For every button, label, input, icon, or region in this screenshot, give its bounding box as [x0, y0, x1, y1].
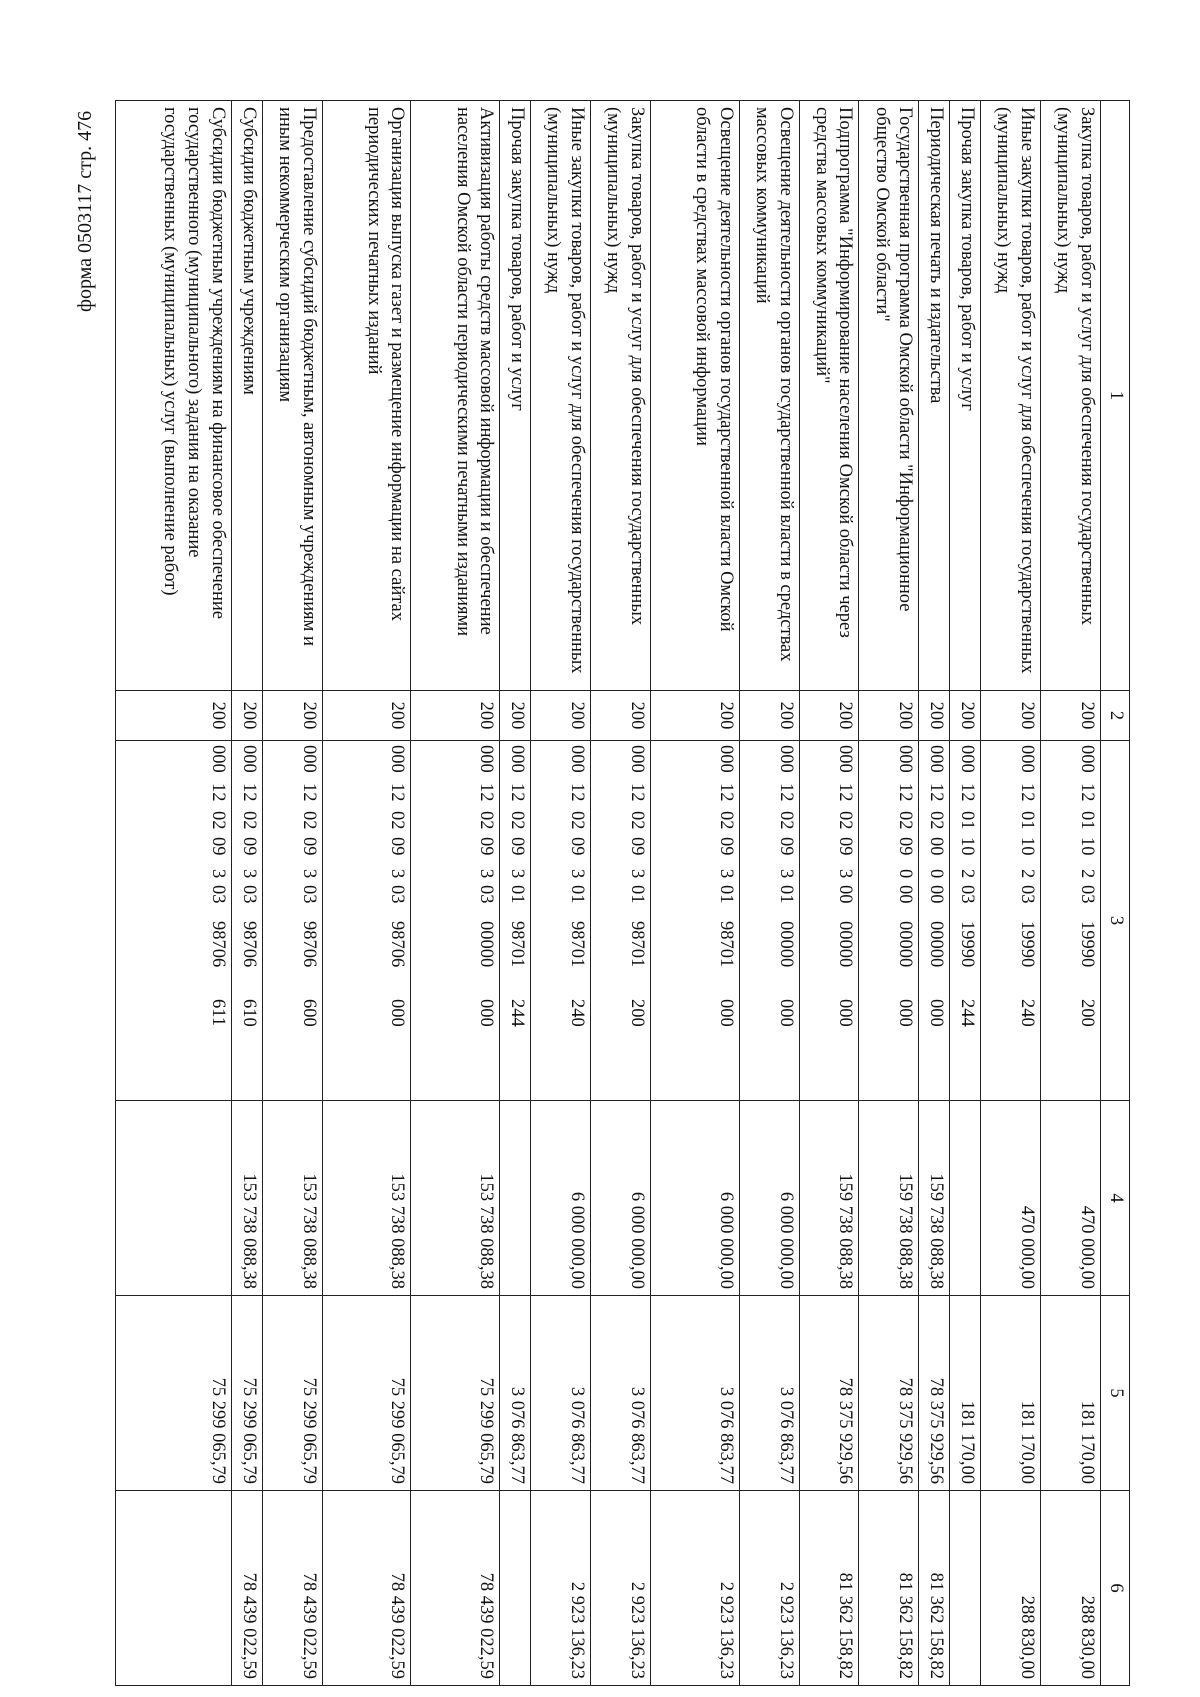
code-segment: 611: [207, 999, 228, 1027]
row-approved-cell: 6 000 000,00: [531, 1101, 591, 1296]
code-segment: 03: [476, 885, 497, 904]
form-page-label: [52, 22, 112, 312]
column-header: 6: [1101, 1491, 1130, 1686]
row-name-cell: Организация выпуска газет и размещение информации на сайтах периодических печатных изданий: [322, 101, 411, 691]
row-executed-cell: 181 170,00: [1041, 1296, 1101, 1491]
code-segment: 10: [957, 837, 978, 856]
code-segment: 00: [895, 885, 916, 904]
code-segment: 02: [835, 811, 856, 830]
code-segment: 3: [626, 869, 647, 879]
code-segment: 2: [1017, 869, 1038, 879]
code-segment: 03: [1017, 885, 1038, 904]
row-unexecuted-cell: 78 439 022,59: [231, 1491, 262, 1686]
row-name-cell: Субсидии бюджетным учреждениям: [231, 101, 262, 691]
row-classification-code-cell: [231, 741, 262, 1101]
code-segment: 09: [715, 837, 736, 856]
row-executed-cell: 75 299 065,79: [231, 1296, 262, 1491]
code-segment: 03: [298, 885, 319, 904]
row-approved-cell: [116, 1101, 232, 1296]
code-segment: 09: [207, 837, 228, 856]
row-name-cell: Освещение деятельности органов государственной власти в средствах массовых коммуникаций: [739, 101, 799, 691]
row-name-cell: Активизация работы средств массовой информации и обеспечение населения Омской области периодическими печатными изданиями: [411, 101, 500, 691]
code-segment: 000: [835, 999, 856, 1027]
row-executed-cell: 3 076 863,77: [739, 1296, 799, 1491]
row-classification-code-cell: [262, 741, 322, 1101]
code-segment: 600: [298, 999, 319, 1027]
code-segment: 02: [298, 811, 319, 830]
code-segment: 000: [298, 745, 319, 773]
code-segment: 3: [775, 869, 796, 879]
row-line-code-cell: 200: [500, 691, 531, 741]
form-page-label-text: форма 0503117 стр. 476: [74, 110, 96, 312]
column-header: 4: [1101, 1101, 1130, 1296]
code-segment: 09: [895, 837, 916, 856]
code-segment: 12: [207, 783, 228, 802]
code-segment: 03: [387, 885, 408, 904]
code-segment: 12: [567, 783, 588, 802]
code-segment: 02: [775, 811, 796, 830]
row-classification-code-cell: [981, 741, 1041, 1101]
code-segment: 09: [476, 837, 497, 856]
code-segment: 000: [895, 999, 916, 1027]
row-line-code-cell: 200: [919, 691, 950, 741]
code-segment: 02: [715, 811, 736, 830]
row-executed-cell: 78 375 929,56: [799, 1296, 859, 1491]
code-segment: 12: [507, 783, 528, 802]
row-line-code-cell: 200: [1041, 691, 1101, 741]
code-segment: 09: [298, 837, 319, 856]
row-unexecuted-cell: 2 923 136,23: [591, 1491, 651, 1686]
code-segment: 09: [567, 837, 588, 856]
code-segment: 000: [835, 745, 856, 773]
table-row: [531, 101, 591, 1686]
row-approved-cell: 153 738 088,38: [231, 1101, 262, 1296]
code-segment: 12: [298, 783, 319, 802]
code-segment: 09: [387, 837, 408, 856]
code-segment: 00000: [835, 921, 856, 968]
row-unexecuted-cell: 288 830,00: [981, 1491, 1041, 1686]
code-segment: 03: [238, 885, 259, 904]
code-segment: 01: [1077, 811, 1097, 830]
code-segment: 12: [238, 783, 259, 802]
row-approved-cell: 153 738 088,38: [262, 1101, 322, 1296]
code-segment: 12: [387, 783, 408, 802]
row-name-cell: Иные закупки товаров, работ и услуг для обеспечения государственных (муниципальных) нужд: [981, 101, 1041, 691]
code-segment: 3: [298, 869, 319, 879]
code-segment: 000: [626, 745, 647, 773]
row-unexecuted-cell: 2 923 136,23: [739, 1491, 799, 1686]
code-segment: 10: [1077, 837, 1097, 856]
code-segment: 02: [207, 811, 228, 830]
row-line-code-cell: 200: [411, 691, 500, 741]
code-segment: 01: [567, 885, 588, 904]
code-segment: 244: [957, 999, 978, 1027]
row-classification-code-cell: [1041, 741, 1101, 1101]
row-classification-code-cell: [799, 741, 859, 1101]
code-segment: 01: [775, 885, 796, 904]
code-segment: 03: [207, 885, 228, 904]
code-segment: 000: [507, 745, 528, 773]
table-row: [799, 101, 859, 1686]
row-classification-code-cell: [859, 741, 919, 1101]
code-segment: 2: [957, 869, 978, 879]
code-segment: 200: [1077, 999, 1097, 1027]
row-classification-code-cell: [591, 741, 651, 1101]
row-approved-cell: 6 000 000,00: [739, 1101, 799, 1296]
table-row: [262, 101, 322, 1686]
code-segment: 19990: [1077, 921, 1097, 968]
code-segment: 000: [387, 745, 408, 773]
row-unexecuted-cell: 78 439 022,59: [322, 1491, 411, 1686]
row-classification-code-cell: [650, 741, 739, 1101]
code-segment: 12: [895, 783, 916, 802]
code-segment: 12: [1077, 783, 1097, 802]
code-segment: 000: [1017, 745, 1038, 773]
code-segment: 000: [207, 745, 228, 773]
table-row: [1041, 101, 1101, 1686]
code-segment: 000: [957, 745, 978, 773]
row-name-cell: Освещение деятельности органов государственной власти Омской области в средствах массовой информации: [650, 101, 739, 691]
code-segment: 09: [507, 837, 528, 856]
table-row: [981, 101, 1041, 1686]
row-unexecuted-cell: 78 439 022,59: [411, 1491, 500, 1686]
code-segment: 98706: [387, 921, 408, 968]
code-segment: 240: [1017, 999, 1038, 1027]
code-segment: 000: [476, 745, 497, 773]
column-header: 3: [1101, 741, 1130, 1101]
code-segment: 12: [715, 783, 736, 802]
table-header-row: [1101, 101, 1130, 1686]
row-classification-code-cell: [919, 741, 950, 1101]
code-segment: 0: [895, 869, 916, 879]
table-row: [950, 101, 981, 1686]
code-segment: 000: [476, 999, 497, 1027]
row-line-code-cell: 200: [950, 691, 981, 741]
code-segment: 02: [895, 811, 916, 830]
row-approved-cell: 153 738 088,38: [411, 1101, 500, 1296]
row-name-cell: Прочая закупка товаров, работ и услуг: [500, 101, 531, 691]
code-segment: 98706: [207, 921, 228, 968]
code-segment: 01: [626, 885, 647, 904]
code-segment: 000: [895, 745, 916, 773]
row-executed-cell: 3 076 863,77: [500, 1296, 531, 1491]
row-approved-cell: 153 738 088,38: [322, 1101, 411, 1296]
code-segment: 03: [957, 885, 978, 904]
row-executed-cell: 75 299 065,79: [322, 1296, 411, 1491]
code-segment: 98706: [298, 921, 319, 968]
code-segment: 19990: [1017, 921, 1038, 968]
code-segment: 000: [715, 999, 736, 1027]
code-segment: 02: [926, 811, 947, 830]
code-segment: 09: [626, 837, 647, 856]
code-segment: 12: [957, 783, 978, 802]
code-segment: 00000: [926, 921, 947, 968]
row-unexecuted-cell: 2 923 136,23: [650, 1491, 739, 1686]
code-segment: 03: [1077, 885, 1097, 904]
column-header: 5: [1101, 1296, 1130, 1491]
code-segment: 2: [1077, 869, 1097, 879]
row-executed-cell: 181 170,00: [950, 1296, 981, 1491]
table-row: [591, 101, 651, 1686]
report-table-container: [115, 100, 1130, 1685]
report-table: [115, 100, 1130, 1686]
column-header: 2: [1101, 691, 1130, 741]
code-segment: 09: [835, 837, 856, 856]
table-row: [322, 101, 411, 1686]
row-unexecuted-cell: 81 362 158,82: [799, 1491, 859, 1686]
code-segment: 000: [238, 745, 259, 773]
code-segment: 000: [1077, 745, 1097, 773]
row-unexecuted-cell: 81 362 158,82: [919, 1491, 950, 1686]
row-name-cell: Закупка товаров, работ и услуг для обеспечения государственных (муниципальных) нужд: [1041, 101, 1101, 691]
row-classification-code-cell: [739, 741, 799, 1101]
code-segment: 000: [387, 999, 408, 1027]
row-unexecuted-cell: 81 362 158,82: [859, 1491, 919, 1686]
code-segment: 98701: [715, 921, 736, 968]
code-segment: 3: [238, 869, 259, 879]
code-segment: 02: [626, 811, 647, 830]
row-unexecuted-cell: [950, 1491, 981, 1686]
code-segment: 98701: [567, 921, 588, 968]
row-line-code-cell: 200: [650, 691, 739, 741]
table-row: [231, 101, 262, 1686]
row-name-cell: Иные закупки товаров, работ и услуг для обеспечения государственных (муниципальных) нужд: [531, 101, 591, 691]
code-segment: 98701: [507, 921, 528, 968]
row-classification-code-cell: [950, 741, 981, 1101]
code-segment: 00: [835, 885, 856, 904]
row-approved-cell: 470 000,00: [1041, 1101, 1101, 1296]
row-unexecuted-cell: 78 439 022,59: [262, 1491, 322, 1686]
code-segment: 00: [926, 837, 947, 856]
table-body: [116, 101, 1101, 1686]
row-executed-cell: 75 299 065,79: [411, 1296, 500, 1491]
code-segment: 00000: [895, 921, 916, 968]
code-segment: 12: [835, 783, 856, 802]
row-approved-cell: 159 738 088,38: [919, 1101, 950, 1296]
row-line-code-cell: 200: [322, 691, 411, 741]
row-name-cell: Подпрограмма "Информирование населения Омской области через средства массовых коммуникаций": [799, 101, 859, 691]
row-line-code-cell: 200: [591, 691, 651, 741]
row-classification-code-cell: [322, 741, 411, 1101]
row-line-code-cell: 200: [859, 691, 919, 741]
row-name-cell: Государственная программа Омской области "Информационное общество Омской области": [859, 101, 919, 691]
code-segment: 000: [715, 745, 736, 773]
row-name-cell: Субсидии бюджетным учреждениям на финансовое обеспечение государственного (муниципального) задания на оказание государственных (муниципальных) услуг (выполнение работ): [116, 101, 232, 691]
code-segment: 00000: [476, 921, 497, 968]
table-row: [411, 101, 500, 1686]
code-segment: 000: [775, 999, 796, 1027]
row-name-cell: Прочая закупка товаров, работ и услуг: [950, 101, 981, 691]
row-line-code-cell: 200: [981, 691, 1041, 741]
row-line-code-cell: 200: [231, 691, 262, 741]
row-name-cell: Предоставление субсидий бюджетным, автономным учреждениям и иным некоммерческим организациям: [262, 101, 322, 691]
table-row: [739, 101, 799, 1686]
row-executed-cell: 181 170,00: [981, 1296, 1041, 1491]
row-line-code-cell: 200: [799, 691, 859, 741]
code-segment: 02: [507, 811, 528, 830]
row-approved-cell: [500, 1101, 531, 1296]
code-segment: 12: [775, 783, 796, 802]
row-executed-cell: 3 076 863,77: [650, 1296, 739, 1491]
row-unexecuted-cell: [500, 1491, 531, 1686]
row-executed-cell: 78 375 929,56: [859, 1296, 919, 1491]
code-segment: 200: [626, 999, 647, 1027]
row-executed-cell: 3 076 863,77: [591, 1296, 651, 1491]
row-line-code-cell: 200: [531, 691, 591, 741]
table-row: [500, 101, 531, 1686]
row-unexecuted-cell: 288 830,00: [1041, 1491, 1101, 1686]
row-approved-cell: 159 738 088,38: [859, 1101, 919, 1296]
row-executed-cell: 3 076 863,77: [531, 1296, 591, 1491]
row-classification-code-cell: [500, 741, 531, 1101]
code-segment: 01: [1017, 811, 1038, 830]
code-segment: 09: [238, 837, 259, 856]
table-row: [919, 101, 950, 1686]
code-segment: 12: [476, 783, 497, 802]
row-executed-cell: 75 299 065,79: [262, 1296, 322, 1491]
row-classification-code-cell: [531, 741, 591, 1101]
row-name-cell: Закупка товаров, работ и услуг для обеспечения государственных (муниципальных) нужд: [591, 101, 651, 691]
code-segment: 02: [387, 811, 408, 830]
code-segment: 01: [715, 885, 736, 904]
row-line-code-cell: 200: [739, 691, 799, 741]
code-segment: 610: [238, 999, 259, 1027]
code-segment: 3: [835, 869, 856, 879]
row-approved-cell: [950, 1101, 981, 1296]
table-row: [859, 101, 919, 1686]
code-segment: 000: [926, 999, 947, 1027]
code-segment: 3: [476, 869, 497, 879]
row-executed-cell: 78 375 929,56: [919, 1296, 950, 1491]
code-segment: 19990: [957, 921, 978, 968]
row-classification-code-cell: [411, 741, 500, 1101]
code-segment: 3: [387, 869, 408, 879]
code-segment: 3: [207, 869, 228, 879]
code-segment: 12: [626, 783, 647, 802]
code-segment: 3: [715, 869, 736, 879]
code-segment: 02: [567, 811, 588, 830]
code-segment: 000: [567, 745, 588, 773]
row-approved-cell: 6 000 000,00: [650, 1101, 739, 1296]
code-segment: 09: [775, 837, 796, 856]
row-name-cell: Периодическая печать и издательства: [919, 101, 950, 691]
code-segment: 3: [567, 869, 588, 879]
code-segment: 3: [507, 869, 528, 879]
row-approved-cell: 6 000 000,00: [591, 1101, 651, 1296]
code-segment: 12: [926, 783, 947, 802]
table-row: [650, 101, 739, 1686]
row-unexecuted-cell: 2 923 136,23: [531, 1491, 591, 1686]
code-segment: 01: [507, 885, 528, 904]
code-segment: 02: [238, 811, 259, 830]
row-unexecuted-cell: [116, 1491, 232, 1686]
code-segment: 12: [1017, 783, 1038, 802]
code-segment: 02: [476, 811, 497, 830]
table-row: [116, 101, 232, 1686]
code-segment: 00000: [775, 921, 796, 968]
code-segment: 0: [926, 869, 947, 879]
row-classification-code-cell: [116, 741, 232, 1101]
code-segment: 000: [775, 745, 796, 773]
row-line-code-cell: 200: [116, 691, 232, 741]
row-approved-cell: 470 000,00: [981, 1101, 1041, 1296]
code-segment: 98706: [238, 921, 259, 968]
row-approved-cell: 159 738 088,38: [799, 1101, 859, 1296]
code-segment: 240: [567, 999, 588, 1027]
code-segment: 10: [1017, 837, 1038, 856]
code-segment: 000: [926, 745, 947, 773]
code-segment: 244: [507, 999, 528, 1027]
code-segment: 00: [926, 885, 947, 904]
code-segment: 01: [957, 811, 978, 830]
row-executed-cell: 75 299 065,79: [116, 1296, 232, 1491]
code-segment: 98701: [626, 921, 647, 968]
row-line-code-cell: 200: [262, 691, 322, 741]
column-header: 1: [1101, 101, 1130, 691]
